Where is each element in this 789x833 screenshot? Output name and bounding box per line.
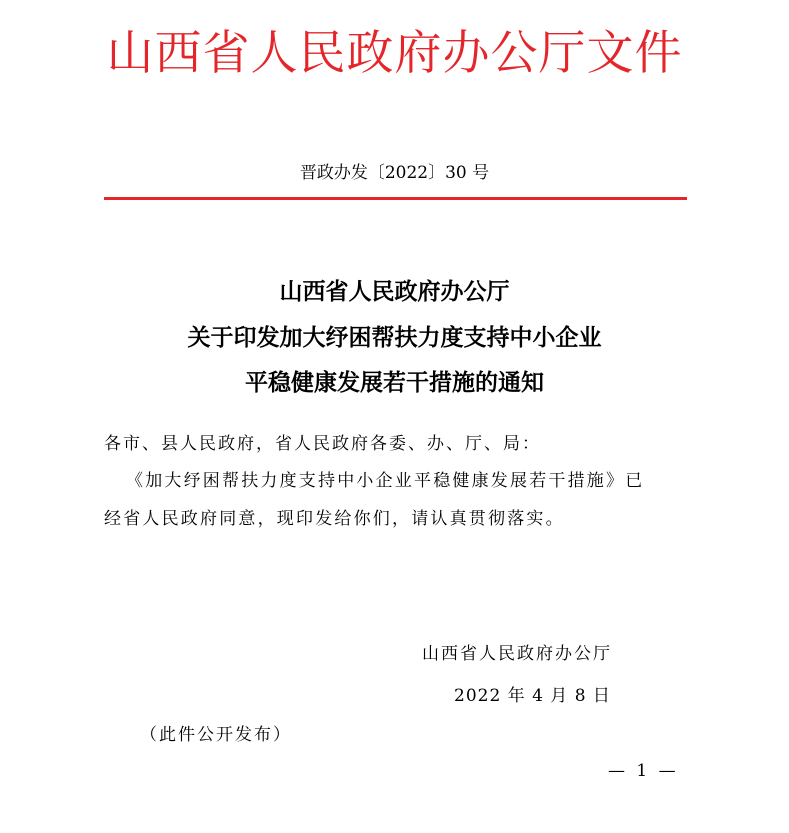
document-masthead: 山西省人民政府办公厅文件	[106, 26, 683, 81]
issuer-name: 山西省人民政府办公厅	[422, 644, 612, 664]
issue-date: 2022 年 4 月 8 日	[454, 686, 611, 706]
title-line-1: 山西省人民政府办公厅	[279, 279, 510, 305]
red-separator-line	[104, 197, 687, 200]
salutation: 各市、县人民政府，省人民政府各委、办、厅、局：	[104, 434, 541, 454]
page-number: — 1 —	[608, 761, 679, 781]
document-number: 晋政办发〔2022〕30 号	[299, 163, 490, 183]
title-line-3: 平稳健康发展若干措施的通知	[245, 370, 544, 396]
paragraph-line-1: 《加大纾困帮扶力度支持中小企业平稳健康发展若干措施》已	[126, 471, 645, 491]
public-release-note: （此件公开发布）	[140, 725, 292, 745]
title-line-2: 关于印发加大纾困帮扶力度支持中小企业	[187, 325, 602, 351]
paragraph-line-2: 经省人民政府同意，现印发给你们，请认真贯彻落实。	[104, 509, 565, 529]
